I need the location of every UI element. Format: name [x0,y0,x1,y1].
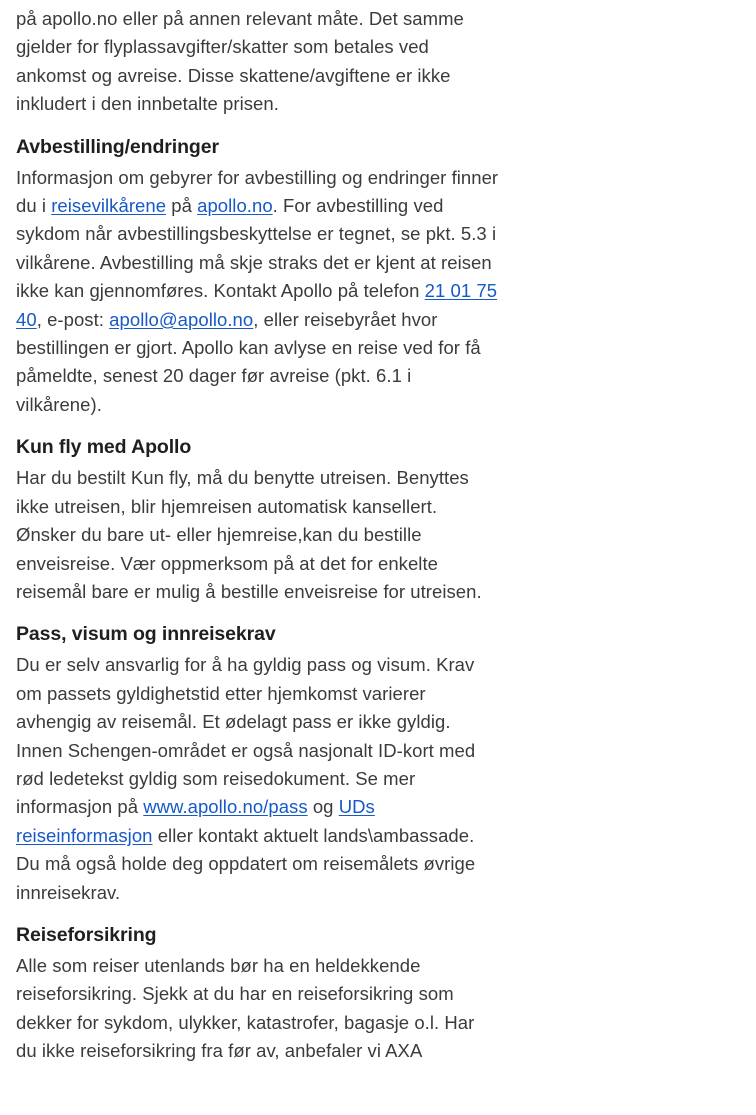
text-segment: og [307,796,339,818]
reiseforsikring-paragraph: Alle som reiser utenlands bør ha en heldekkende reiseforsikring. Sjekk at du har en reiseforsikring som dekker for sykdom, ulykker, katastrofer, bagasje o.l. Har du ikke reiseforsikring fra før av, anbefaler vi AXA [16,954,475,1062]
heading-kun-fly: Kun fly med Apollo [16,436,192,459]
text-segment: på [166,195,198,217]
kun-fly-paragraph: Har du bestilt Kun fly, må du benytte utreisen. Benyttes ikke utreisen, blir hjemreisen automatisk kansellert. Ønsker du bare ut- eller hjemreise,kan du bestille enveisreise. Vær oppmerksom på at det for enkelte reisemål bare er mulig å bestille enveisreise for utreisen. [16,467,482,602]
link-email[interactable]: apollo@apollo.no [109,308,254,330]
text-segment: , e-post: [36,308,110,330]
text-segment: Informasjon om gebyrer for avbestilling og endringer finner du i [16,166,499,217]
link-phone[interactable]: 21 01 75 40 [16,280,498,330]
pass-paragraph [16,651,500,907]
document-body [16,5,500,1066]
link-ud-reiseinformasjon[interactable]: UDs reiseinformasjon [16,796,375,846]
text-segment: Du er selv ansvarlig for å ha gyldig pass og visum. Krav om passets gyldighetstid etter hjemkomst varierer avhengig av reisemål. Et ødelagt pass er ikke gyldig. Innen Schengen-området er også nasjonalt ID-kort med rød ledetekst gyldig som reisedokument. Se mer informasjon på [16,654,476,818]
intro-paragraph: på apollo.no eller på annen relevant måte. Det samme gjelder for flyplassavgifter/skatter som betales ved ankomst og avreise. Disse skattene/avgiftene er ikke inkludert i den innbetalte prisen. [16,8,464,115]
heading-reiseforsikring: Reiseforsikring [16,923,157,946]
link-apollo-pass[interactable]: www.apollo.no/pass [143,796,308,818]
heading-avbestilling: Avbestilling/endringer [16,135,219,158]
text-segment: , eller reisebyrået hvor bestillingen er gjort. Apollo kan avlyse en reise ved for få påmeldte, senest 20 dager før avreise (pkt. 6.1 i vilkårene). [16,308,481,415]
link-reisevilkarene[interactable]: reisevilkårene [51,195,167,217]
heading-pass-visum: Pass, visum og innreisekrav [16,623,276,646]
avbestilling-paragraph [16,164,500,420]
text-segment: eller kontakt aktuelt lands\ambassade. Du må også holde deg oppdatert om reisemålets øvrige innreisekrav. [16,824,476,903]
text-segment: . For avbestilling ved sykdom når avbestillingsbeskyttelse er tegnet, se pkt. 5.3 i vilkårene. Avbestilling må skje straks det er kjent at reisen ikke kan gjennomføres. Kontakt Apollo på telefon [16,195,497,302]
link-apollo-no[interactable]: apollo.no [197,195,273,217]
